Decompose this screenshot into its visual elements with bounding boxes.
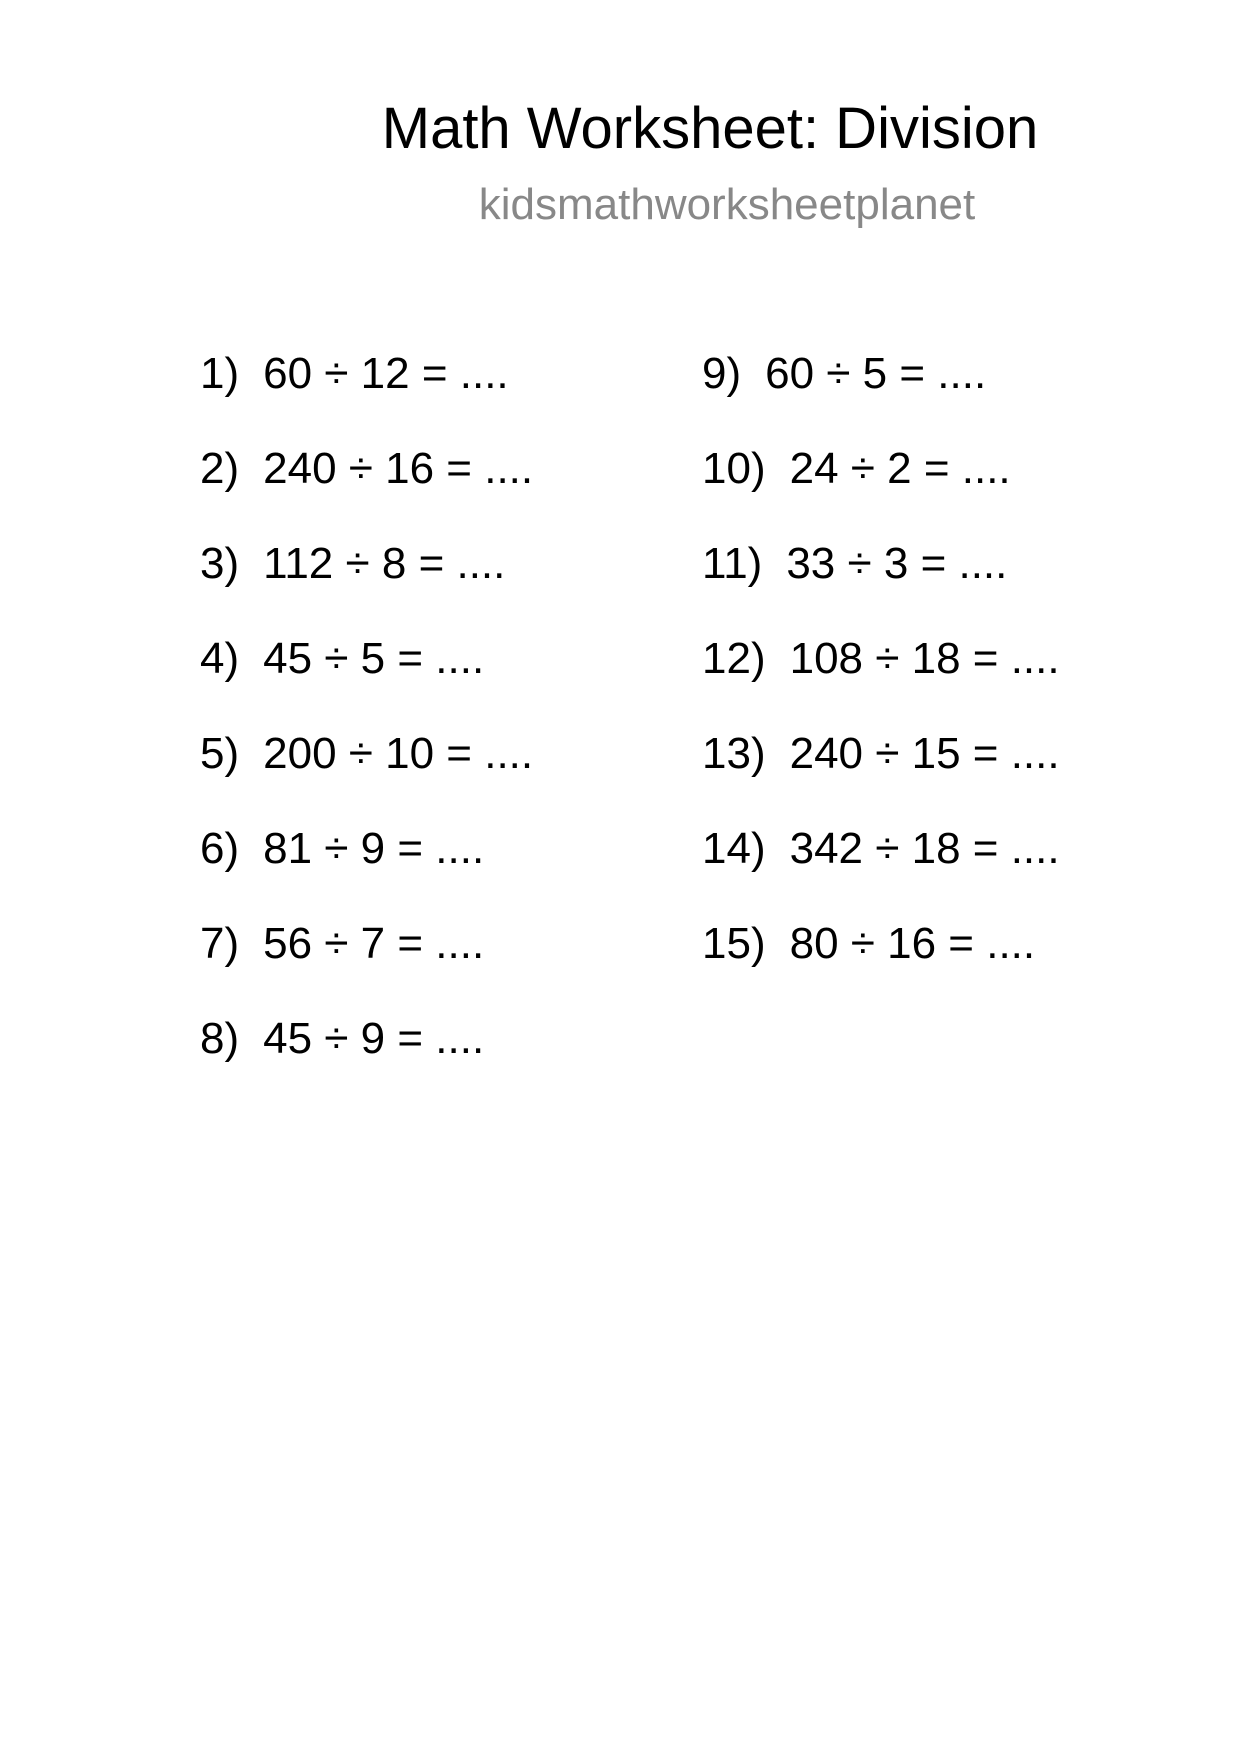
problem-column-right xyxy=(702,349,1060,1017)
problem-expression: 112 ÷ 8 = .... xyxy=(263,539,506,588)
problem-expression: 200 ÷ 10 = .... xyxy=(263,729,534,778)
problem-number: 6) xyxy=(200,824,240,873)
problem-number: 9) xyxy=(702,349,742,398)
page-title: Math Worksheet: Division xyxy=(381,96,1039,161)
problem-item xyxy=(200,634,533,732)
problem-expression: 24 ÷ 2 = .... xyxy=(789,444,1011,493)
problem-item xyxy=(702,444,1060,542)
problem-expression: 45 ÷ 9 = .... xyxy=(263,1014,485,1063)
problem-expression: 81 ÷ 9 = .... xyxy=(263,824,485,873)
problem-item xyxy=(200,919,533,1017)
problem-expression: 33 ÷ 3 = .... xyxy=(786,539,1008,588)
problem-expression: 240 ÷ 16 = .... xyxy=(263,444,534,493)
problem-expression: 108 ÷ 18 = .... xyxy=(789,634,1060,683)
problem-item xyxy=(702,634,1060,732)
problem-number: 8) xyxy=(200,1014,240,1063)
problem-number: 5) xyxy=(200,729,240,778)
problem-item xyxy=(702,919,1060,1017)
problem-expression: 60 ÷ 12 = .... xyxy=(263,349,509,398)
problem-number: 4) xyxy=(200,634,240,683)
problem-number: 13) xyxy=(702,729,766,778)
problem-expression: 56 ÷ 7 = .... xyxy=(263,919,485,968)
site-subtitle: kidsmathworksheetplanet xyxy=(478,180,976,229)
problem-number: 1) xyxy=(200,349,240,398)
problem-expression: 45 ÷ 5 = .... xyxy=(263,634,485,683)
problem-number: 14) xyxy=(702,824,766,873)
problem-expression: 60 ÷ 5 = .... xyxy=(765,349,987,398)
problem-item xyxy=(702,539,1060,637)
problem-number: 10) xyxy=(702,444,766,493)
problem-item xyxy=(200,729,534,827)
problem-number: 15) xyxy=(702,919,766,968)
problem-item xyxy=(200,444,534,542)
problem-number: 3) xyxy=(200,539,240,588)
problem-number: 11) xyxy=(702,539,763,588)
problem-expression: 240 ÷ 15 = .... xyxy=(789,729,1060,778)
problem-expression: 80 ÷ 16 = .... xyxy=(789,919,1036,968)
problem-item xyxy=(200,539,533,637)
problem-item xyxy=(200,1014,533,1112)
problem-column-left xyxy=(200,349,534,1112)
problem-item xyxy=(200,824,533,922)
problem-item xyxy=(702,729,1060,827)
problem-item xyxy=(702,349,1060,447)
problem-number: 12) xyxy=(702,634,766,683)
problem-item xyxy=(702,824,1060,922)
problem-expression: 342 ÷ 18 = .... xyxy=(789,824,1060,873)
problem-number: 2) xyxy=(200,444,240,493)
problem-item xyxy=(200,349,533,447)
problem-number: 7) xyxy=(200,919,240,968)
